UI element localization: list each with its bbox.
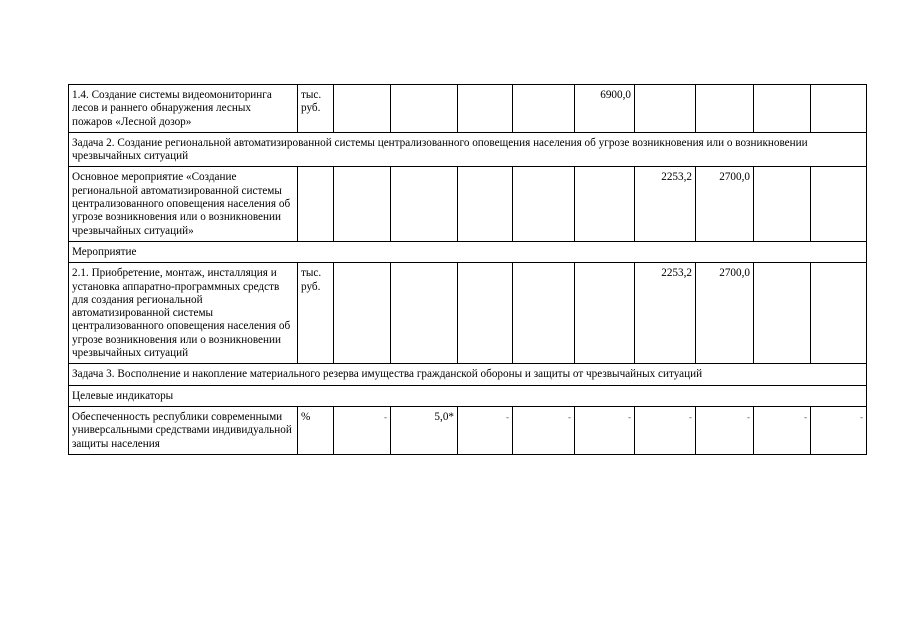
value-cell: - <box>696 406 754 454</box>
table-row <box>69 85 867 133</box>
value-cell <box>513 263 575 364</box>
value-cell: 2700,0 <box>696 263 754 364</box>
value-cell <box>811 167 867 241</box>
value-cell <box>391 85 458 133</box>
value-cell: 2253,2 <box>635 263 696 364</box>
value-cell <box>575 167 635 241</box>
row-name: Основное мероприятие «Создание региональной автоматизированной системы централизованного оповещения населения об угрозе возникновения или о возникновении чрезвычайных ситуаций» <box>69 167 298 241</box>
value-cell: - <box>458 406 513 454</box>
value-cell <box>334 167 391 241</box>
value-cell: 6900,0 <box>575 85 635 133</box>
table-body <box>69 85 867 455</box>
value-cell: - <box>575 406 635 454</box>
value-cell: - <box>513 406 575 454</box>
row-unit: тыс. руб. <box>298 85 334 133</box>
value-cell: - <box>754 406 811 454</box>
value-cell <box>458 85 513 133</box>
value-cell <box>696 85 754 133</box>
section-row <box>69 364 867 385</box>
value-cell <box>334 263 391 364</box>
value-cell <box>811 85 867 133</box>
table-row <box>69 263 867 364</box>
section-title: Задача 3. Восполнение и накопление материального резерва имущества гражданской обороны и защиты от чрезвычайных ситуаций <box>69 364 867 385</box>
section-title: Целевые индикаторы <box>69 385 867 406</box>
value-cell <box>575 263 635 364</box>
value-cell <box>391 167 458 241</box>
value-cell: - <box>811 406 867 454</box>
value-cell <box>811 263 867 364</box>
section-title: Задача 2. Создание региональной автоматизированной системы централизованного оповещения населения об угрозе возникновения или о возникновении чрезвычайных ситуаций <box>69 132 867 167</box>
row-unit: % <box>298 406 334 454</box>
section-title: Мероприятие <box>69 241 867 262</box>
value-cell <box>458 167 513 241</box>
table-row <box>69 406 867 454</box>
value-cell <box>334 85 391 133</box>
value-cell: 2253,2 <box>635 167 696 241</box>
row-name: 1.4. Создание системы видеомониторинга лесов и раннего обнаружения лесных пожаров «Лесной дозор» <box>69 85 298 133</box>
value-cell <box>391 263 458 364</box>
document-table <box>68 84 867 455</box>
value-cell <box>458 263 513 364</box>
value-cell <box>513 85 575 133</box>
value-cell <box>754 85 811 133</box>
value-cell <box>754 263 811 364</box>
value-cell: 2700,0 <box>696 167 754 241</box>
value-cell: 5,0* <box>391 406 458 454</box>
value-cell: - <box>334 406 391 454</box>
row-unit: тыс. руб. <box>298 263 334 364</box>
section-row <box>69 385 867 406</box>
row-name: 2.1. Приобретение, монтаж, инсталляция и установка аппаратно-программных средств для создания региональной автоматизированной системы централизованного оповещения населения об угрозе возникновения или о возникновении чрезвычайных ситуаций <box>69 263 298 364</box>
value-cell <box>635 85 696 133</box>
value-cell <box>513 167 575 241</box>
table-row <box>69 167 867 241</box>
row-name: Обеспеченность республики современными универсальными средствами индивидуальной защиты населения <box>69 406 298 454</box>
section-row <box>69 132 867 167</box>
value-cell <box>754 167 811 241</box>
value-cell: - <box>635 406 696 454</box>
row-unit <box>298 167 334 241</box>
section-row <box>69 241 867 262</box>
